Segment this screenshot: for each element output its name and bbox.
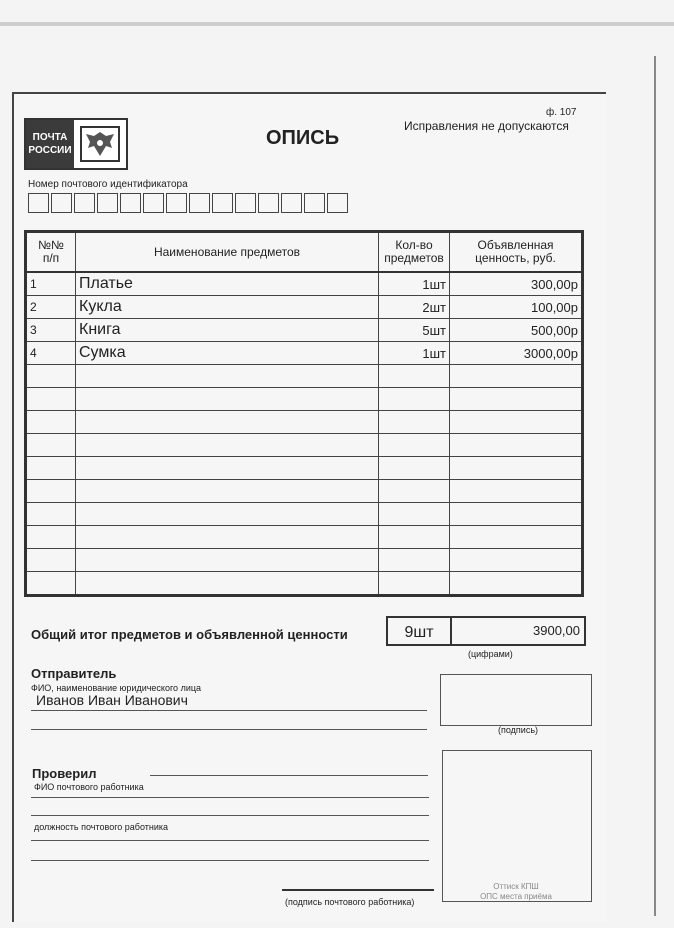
sender-heading: Отправитель: [31, 666, 117, 681]
id-box[interactable]: [120, 193, 141, 213]
cell-num[interactable]: 2: [26, 296, 76, 319]
page-top-edge: [0, 22, 674, 26]
checked-line-top: [150, 775, 428, 776]
eagle-emblem-icon: [74, 120, 126, 168]
cell-qty[interactable]: [379, 526, 450, 549]
cell-qty[interactable]: 2шт: [379, 296, 450, 319]
cell-value[interactable]: [450, 434, 583, 457]
cell-name[interactable]: [76, 388, 379, 411]
inventory-table: [24, 230, 584, 597]
worker-position-line-1: [31, 840, 429, 841]
cell-name[interactable]: [76, 572, 379, 596]
cell-name[interactable]: [76, 411, 379, 434]
sender-fio-label: ФИО, наименование юридического лица: [31, 683, 202, 693]
cell-value[interactable]: [450, 457, 583, 480]
header-value: Объявленная ценность, руб.: [450, 232, 583, 273]
cell-qty[interactable]: [379, 549, 450, 572]
cell-num[interactable]: 1: [26, 272, 76, 296]
corrections-note: Исправления не допускаются: [404, 119, 569, 133]
table-row: [26, 296, 583, 319]
cell-qty[interactable]: [379, 457, 450, 480]
header-name: Наименование предметов: [76, 232, 379, 273]
cell-value[interactable]: [450, 365, 583, 388]
cell-qty[interactable]: 1шт: [379, 342, 450, 365]
checked-heading: Проверил: [32, 766, 97, 781]
table-row: [26, 272, 583, 296]
table-row: [26, 434, 583, 457]
id-box[interactable]: [304, 193, 325, 213]
cell-value[interactable]: [450, 526, 583, 549]
cell-name[interactable]: [76, 549, 379, 572]
worker-fio-line-1: [31, 797, 429, 798]
table-row: [26, 572, 583, 596]
table-row: [26, 503, 583, 526]
cell-num[interactable]: [26, 503, 76, 526]
header-num: №№ п/п: [26, 232, 76, 273]
stamp-label-line-1: Оттиск КПШ: [493, 882, 539, 891]
cell-num[interactable]: 3: [26, 319, 76, 342]
cell-value[interactable]: 3000,00р: [450, 342, 583, 365]
cell-num[interactable]: [26, 434, 76, 457]
cell-qty[interactable]: [379, 480, 450, 503]
cell-value[interactable]: 300,00р: [450, 272, 583, 296]
table-row: [26, 365, 583, 388]
cell-num[interactable]: [26, 365, 76, 388]
total-value: 3900,00: [452, 616, 586, 646]
id-box[interactable]: [281, 193, 302, 213]
sender-fio-line-2: [31, 729, 427, 730]
sender-fio-line-1: [31, 710, 427, 711]
stamp-box[interactable]: [442, 750, 592, 902]
total-label: Общий итог предметов и объявленной ценности: [31, 627, 348, 642]
cell-name[interactable]: Платье: [76, 272, 379, 296]
pochta-logo: [24, 118, 128, 170]
page-right-edge: [654, 56, 656, 916]
cell-qty[interactable]: 1шт: [379, 272, 450, 296]
id-box[interactable]: [235, 193, 256, 213]
table-row: [26, 388, 583, 411]
cell-name[interactable]: [76, 457, 379, 480]
cell-name[interactable]: Книга: [76, 319, 379, 342]
cell-value[interactable]: [450, 411, 583, 434]
id-box[interactable]: [74, 193, 95, 213]
cell-num[interactable]: [26, 572, 76, 596]
cell-value[interactable]: [450, 572, 583, 596]
table-header-row: [26, 232, 583, 273]
cell-name[interactable]: [76, 365, 379, 388]
table-row: [26, 526, 583, 549]
cell-qty[interactable]: 5шт: [379, 319, 450, 342]
id-box[interactable]: [28, 193, 49, 213]
identifier-input-boxes[interactable]: [28, 193, 350, 213]
worker-signature-label: (подпись почтового работника): [285, 897, 415, 907]
cell-value[interactable]: [450, 480, 583, 503]
worker-position-line-2: [31, 860, 429, 861]
cell-value[interactable]: 100,00р: [450, 296, 583, 319]
id-box[interactable]: [212, 193, 233, 213]
cell-name[interactable]: Кукла: [76, 296, 379, 319]
logo-line-2: РОССИИ: [28, 145, 72, 156]
stamp-label: [442, 882, 590, 902]
table-row: [26, 549, 583, 572]
cell-value[interactable]: 500,00р: [450, 319, 583, 342]
cell-qty[interactable]: [379, 411, 450, 434]
cell-name[interactable]: Сумка: [76, 342, 379, 365]
sender-fio-field[interactable]: Иванов Иван Иванович: [36, 692, 188, 708]
id-box[interactable]: [143, 193, 164, 213]
cell-qty[interactable]: [379, 434, 450, 457]
cell-value[interactable]: [450, 549, 583, 572]
total-qty: 9шт: [386, 616, 452, 646]
sender-signature-label: (подпись): [498, 725, 539, 735]
cell-num[interactable]: [26, 526, 76, 549]
cell-name[interactable]: [76, 526, 379, 549]
logo-text: [26, 120, 74, 168]
form-title: ОПИСЬ: [266, 127, 340, 149]
table-row: [26, 411, 583, 434]
cell-value[interactable]: [450, 388, 583, 411]
cell-num[interactable]: [26, 457, 76, 480]
cell-num[interactable]: [26, 480, 76, 503]
table-row: [26, 480, 583, 503]
cell-value[interactable]: [450, 503, 583, 526]
stamp-label-line-2: ОПС места приёма: [480, 892, 552, 901]
id-box[interactable]: [258, 193, 279, 213]
worker-position-label: должность почтового работника: [34, 822, 169, 832]
id-box[interactable]: [97, 193, 118, 213]
cell-qty[interactable]: [379, 365, 450, 388]
cell-num[interactable]: [26, 388, 76, 411]
cell-qty[interactable]: [379, 503, 450, 526]
cell-name[interactable]: [76, 434, 379, 457]
logo-line-1: ПОЧТА: [32, 132, 68, 143]
table-row: [26, 319, 583, 342]
table-row: [26, 457, 583, 480]
cell-qty[interactable]: [379, 388, 450, 411]
cell-num[interactable]: [26, 411, 76, 434]
id-box[interactable]: [189, 193, 210, 213]
worker-fio-line-2: [31, 815, 429, 816]
id-box[interactable]: [327, 193, 348, 213]
identifier-label: Номер почтового идентификатора: [28, 179, 188, 190]
id-box[interactable]: [166, 193, 187, 213]
header-qty: Кол-во предметов: [379, 232, 450, 273]
cell-num[interactable]: [26, 549, 76, 572]
cell-name[interactable]: [76, 503, 379, 526]
worker-signature-line: [282, 889, 434, 891]
cell-qty[interactable]: [379, 572, 450, 596]
worker-fio-label: ФИО почтового работника: [34, 782, 144, 792]
table-row: [26, 342, 583, 365]
id-box[interactable]: [51, 193, 72, 213]
form-number: ф. 107: [546, 107, 577, 118]
sender-signature-box[interactable]: [440, 674, 592, 726]
cell-num[interactable]: 4: [26, 342, 76, 365]
digits-label: (цифрами): [468, 649, 513, 659]
cell-name[interactable]: [76, 480, 379, 503]
